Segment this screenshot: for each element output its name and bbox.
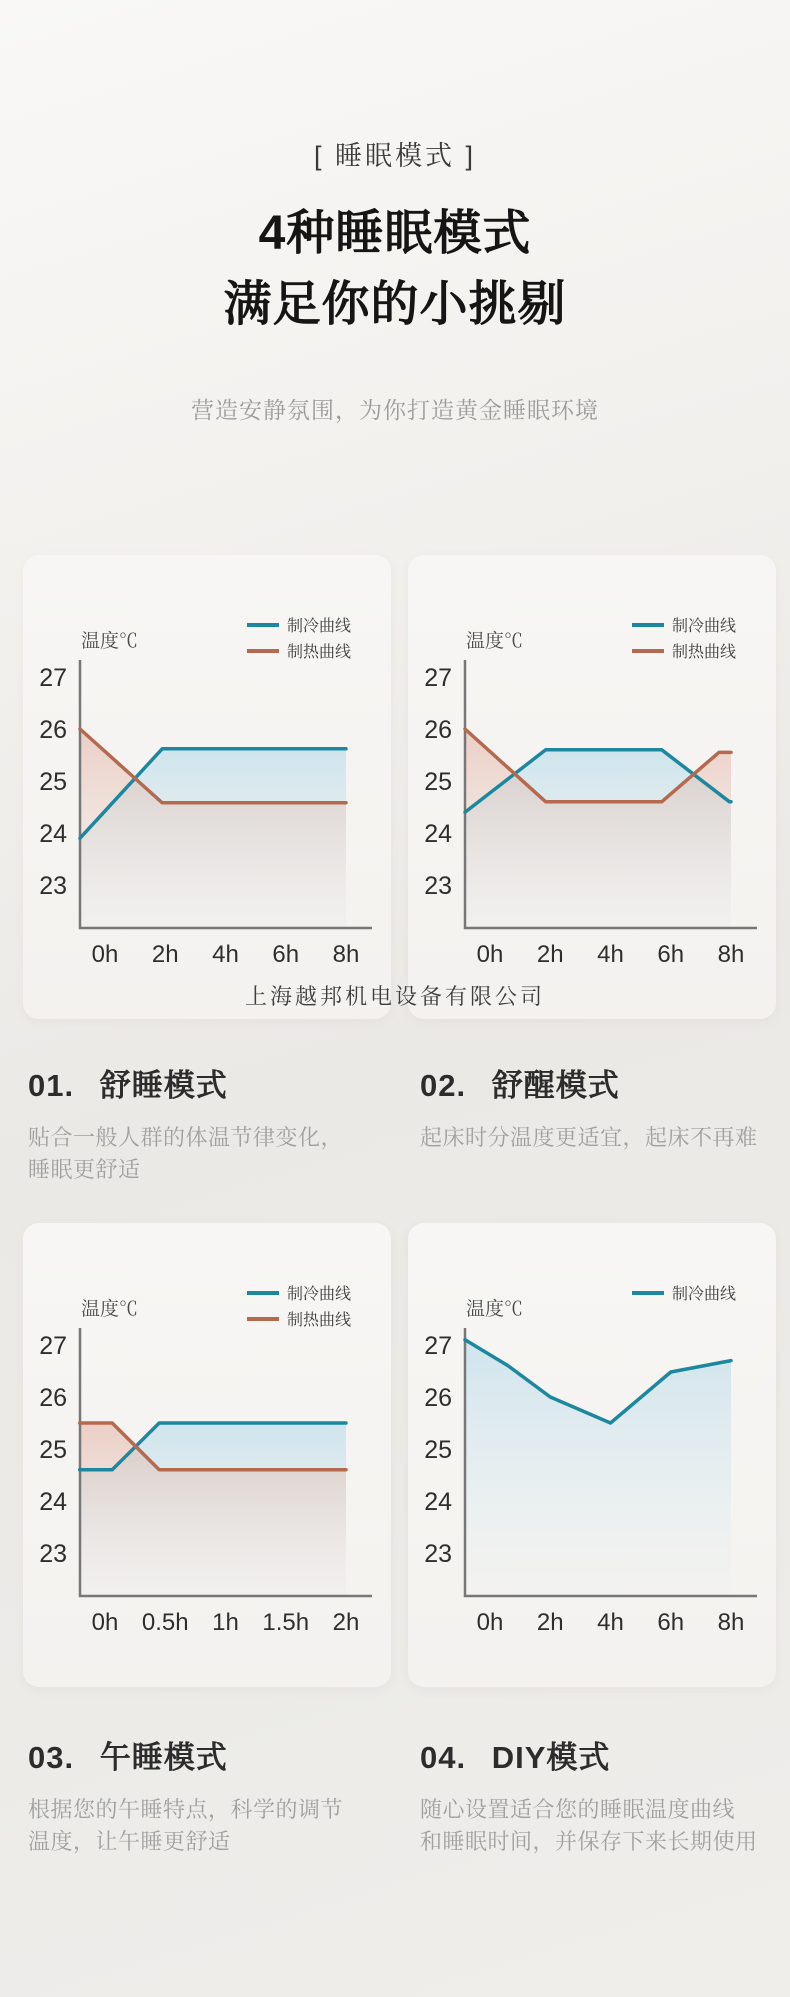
body-line: 贴合一般人群的体温节律变化， — [28, 1125, 344, 1150]
svg-text:25: 25 — [424, 1436, 452, 1464]
chart-comfort-wake — [408, 555, 776, 1019]
svg-text:制冷曲线: 制冷曲线 — [287, 618, 352, 635]
svg-text:温度℃: 温度℃ — [81, 1299, 139, 1320]
svg-text:2h: 2h — [332, 1609, 360, 1636]
svg-text:24: 24 — [424, 820, 452, 848]
section-number: 02. — [420, 1068, 467, 1103]
svg-text:26: 26 — [39, 716, 67, 744]
svg-text:8h: 8h — [717, 1609, 745, 1636]
section-diy — [420, 1732, 785, 1858]
section-nap — [28, 1732, 393, 1858]
section-number: 01. — [28, 1068, 75, 1103]
svg-text:温度℃: 温度℃ — [81, 631, 139, 652]
svg-text:24: 24 — [39, 1488, 67, 1516]
svg-text:25: 25 — [39, 1436, 67, 1464]
svg-text:6h: 6h — [272, 941, 300, 968]
chart-card-comfort-sleep — [23, 555, 391, 1019]
section-comfort-wake — [420, 1060, 785, 1154]
svg-text:23: 23 — [39, 872, 67, 900]
section-tag: [ 睡眠模式 ] — [313, 141, 476, 171]
svg-text:25: 25 — [424, 768, 452, 796]
section-title — [28, 1732, 393, 1777]
svg-text:温度℃: 温度℃ — [466, 1299, 524, 1320]
svg-text:25: 25 — [39, 768, 67, 796]
section-title — [420, 1732, 785, 1777]
svg-text:2h: 2h — [151, 941, 179, 968]
svg-text:24: 24 — [39, 820, 67, 848]
svg-text:2h: 2h — [536, 1609, 564, 1636]
svg-text:4h: 4h — [597, 1609, 624, 1636]
chart-svg-comfort-wake — [408, 555, 776, 1019]
svg-text:26: 26 — [424, 1384, 452, 1412]
svg-text:23: 23 — [424, 1540, 452, 1568]
section-description — [28, 1122, 393, 1186]
svg-text:6h: 6h — [657, 1609, 685, 1636]
svg-text:8h: 8h — [332, 941, 360, 968]
page-title-line-2: 满足你的小挑剔 — [223, 278, 567, 331]
svg-text:0h: 0h — [91, 1609, 119, 1636]
svg-text:0h: 0h — [91, 941, 119, 968]
svg-text:0.5h: 0.5h — [141, 1609, 189, 1636]
svg-text:4h: 4h — [212, 941, 239, 968]
section-name: DIY模式 — [491, 1740, 611, 1775]
section-description — [28, 1794, 393, 1858]
section-description — [420, 1122, 785, 1154]
svg-text:4h: 4h — [597, 941, 624, 968]
chart-svg-diy — [408, 1223, 776, 1687]
chart-nap — [23, 1223, 391, 1687]
section-title — [28, 1060, 393, 1105]
svg-text:23: 23 — [39, 1540, 67, 1568]
svg-text:6h: 6h — [657, 941, 685, 968]
svg-text:制冷曲线: 制冷曲线 — [672, 618, 737, 635]
svg-text:27: 27 — [39, 664, 67, 692]
svg-text:制热曲线: 制热曲线 — [287, 1312, 352, 1329]
page-title-line-1: 4种睡眠模式 — [258, 207, 532, 260]
body-line: 和睡眠时间，并保存下来长期使用 — [420, 1829, 758, 1854]
section-comfort-sleep — [28, 1060, 393, 1186]
svg-text:24: 24 — [424, 1488, 452, 1516]
svg-text:温度℃: 温度℃ — [466, 631, 524, 652]
svg-text:1h: 1h — [212, 1609, 239, 1636]
svg-text:27: 27 — [424, 664, 452, 692]
section-name: 舒睡模式 — [99, 1068, 228, 1103]
svg-text:8h: 8h — [717, 941, 745, 968]
chart-svg-comfort-sleep — [23, 555, 391, 1019]
section-number: 04. — [420, 1740, 467, 1775]
chart-comfort-sleep — [23, 555, 391, 1019]
svg-text:制热曲线: 制热曲线 — [672, 644, 737, 661]
svg-text:制冷曲线: 制冷曲线 — [672, 1286, 737, 1303]
svg-text:23: 23 — [424, 872, 452, 900]
svg-text:制热曲线: 制热曲线 — [287, 644, 352, 661]
body-line: 睡眠更舒适 — [28, 1157, 141, 1182]
body-line: 起床时分温度更适宜，起床不再难 — [420, 1125, 758, 1150]
svg-text:27: 27 — [39, 1332, 67, 1360]
watermark-text: 上海越邦机电设备有限公司 — [244, 985, 545, 1010]
svg-text:制冷曲线: 制冷曲线 — [287, 1286, 352, 1303]
svg-text:26: 26 — [424, 716, 452, 744]
svg-text:0h: 0h — [476, 941, 504, 968]
svg-text:1.5h: 1.5h — [262, 1609, 310, 1636]
section-name: 舒醒模式 — [491, 1068, 620, 1103]
body-line: 温度，让午睡更舒适 — [28, 1829, 231, 1854]
chart-svg-nap — [23, 1223, 391, 1687]
chart-card-diy — [408, 1223, 776, 1687]
svg-text:0h: 0h — [476, 1609, 504, 1636]
section-description — [420, 1794, 785, 1858]
svg-text:2h: 2h — [536, 941, 564, 968]
body-line: 根据您的午睡特点，科学的调节 — [28, 1797, 344, 1822]
section-number: 03. — [28, 1740, 75, 1775]
svg-text:27: 27 — [424, 1332, 452, 1360]
chart-card-comfort-wake — [408, 555, 776, 1019]
section-name: 午睡模式 — [99, 1740, 228, 1775]
body-line: 随心设置适合您的睡眠温度曲线 — [420, 1797, 736, 1822]
chart-card-nap — [23, 1223, 391, 1687]
page-subtitle: 营造安静氛围，为你打造黄金睡眠环境 — [191, 397, 599, 423]
page-title — [0, 198, 790, 340]
svg-text:26: 26 — [39, 1384, 67, 1412]
chart-diy — [408, 1223, 776, 1687]
section-title — [420, 1060, 785, 1105]
